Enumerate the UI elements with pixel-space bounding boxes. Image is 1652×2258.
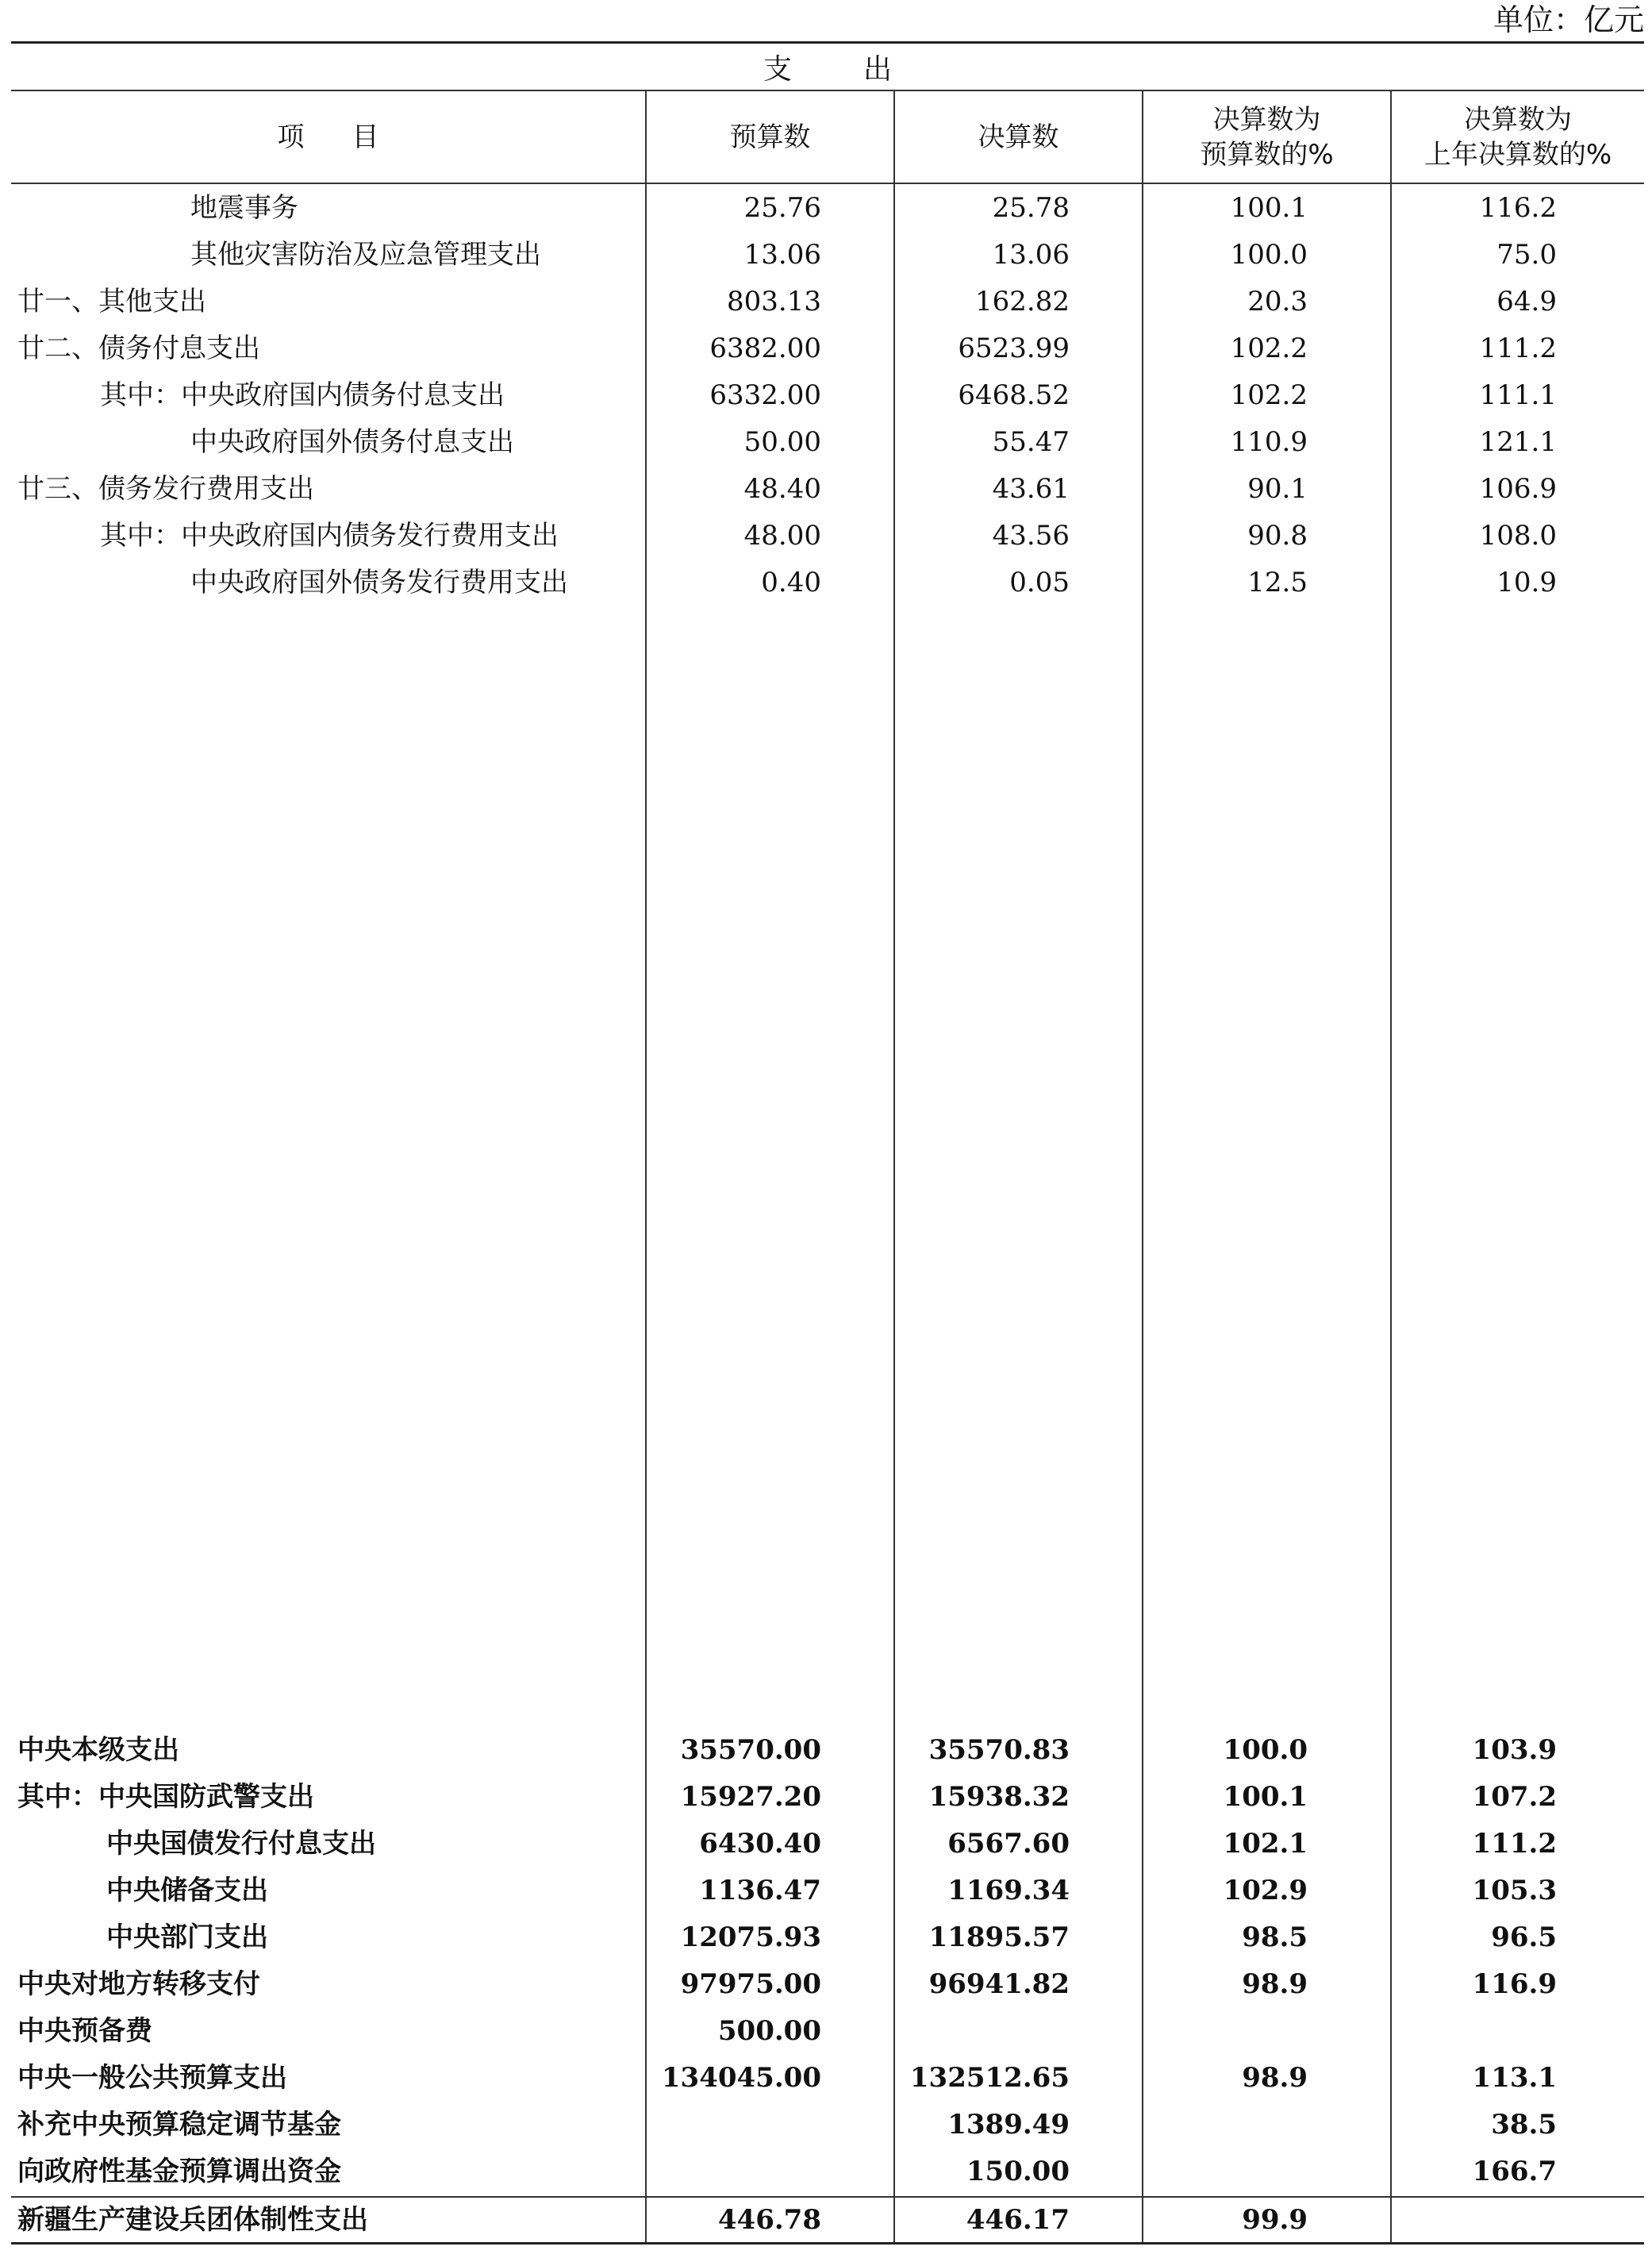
table-row [11,372,1644,419]
row-label: 中央部门支出 [106,1921,268,1953]
header-item: 项目 [277,121,427,153]
cell-pct-budget: 98.9 [1242,1968,1308,2000]
cell-final: 11895.57 [928,1921,1070,1953]
table-row [11,185,1644,232]
row-label: 地震事务 [190,192,298,224]
cell-pct-prev: 103.9 [1472,1734,1557,1766]
unit-label: 单位：亿元 [1493,2,1644,37]
cell-final: 13.06 [992,239,1070,271]
table-row [11,2148,1644,2195]
header-divider [11,183,1644,184]
cell-pct-budget: 98.9 [1242,2062,1308,2094]
row-label: 廿三、债务发行费用支出 [17,473,314,505]
table-row [11,419,1644,466]
cell-budget: 500.00 [717,2015,821,2047]
cell-pct-budget: 102.9 [1223,1875,1308,1906]
header-budget: 预算数 [729,121,811,153]
row-label: 其中：中央政府国内债务付息支出 [100,379,505,411]
row-label: 新疆生产建设兵团体制性支出 [17,2204,368,2236]
row-label: 补充中央预算稳定调节基金 [17,2109,341,2141]
row-label: 其中：中央国防武警支出 [17,1781,314,1813]
table-row-last [11,2197,1644,2244]
cell-final: 1389.49 [947,2109,1070,2141]
row-label: 中央国债发行付息支出 [106,1828,376,1860]
cell-final: 6468.52 [958,379,1070,411]
cell-final: 15938.32 [928,1781,1070,1813]
cell-pct-budget: 99.9 [1242,2204,1308,2236]
cell-pct-prev: 64.9 [1496,286,1557,317]
table-row [11,513,1644,560]
row-label: 中央政府国外债务发行费用支出 [190,567,568,598]
row-label: 其他灾害防治及应急管理支出 [190,239,541,271]
header-pct-budget [1143,91,1390,183]
header-pct-prev-line2: 上年决算数的% [1423,138,1612,171]
cell-pct-budget: 12.5 [1247,567,1308,598]
table-row [11,1774,1644,1821]
row-label: 中央本级支出 [17,1734,179,1766]
table-row [11,2102,1644,2148]
cell-pct-budget: 100.0 [1230,239,1308,271]
cell-pct-prev: 75.0 [1496,239,1557,271]
cell-budget: 6430.40 [699,1828,821,1860]
cell-final: 446.17 [966,2204,1070,2236]
table-row [11,1914,1644,1961]
cell-pct-budget: 100.1 [1230,192,1308,224]
cell-pct-prev: 105.3 [1472,1875,1557,1906]
cell-final: 55.47 [992,426,1070,458]
row-label: 中央对地方转移支付 [17,1968,260,2000]
header-final: 决算数 [978,121,1059,153]
cell-final: 150.00 [966,2156,1070,2187]
row-label: 廿二、债务付息支出 [17,333,260,364]
cell-final: 6567.60 [947,1828,1070,1860]
cell-budget: 12075.93 [680,1921,821,1953]
row-label: 中央一般公共预算支出 [17,2062,287,2094]
cell-final: 162.82 [975,286,1070,317]
table-title: 支出 [763,52,963,86]
cell-pct-budget: 90.8 [1247,520,1308,552]
cell-pct-budget: 90.1 [1247,473,1308,505]
table-row [11,1727,1644,1774]
cell-pct-budget: 100.1 [1223,1781,1308,1813]
cell-pct-prev: 166.7 [1472,2156,1557,2187]
cell-budget: 803.13 [727,286,821,317]
cell-budget: 50.00 [743,426,821,458]
cell-budget: 134045.00 [661,2062,821,2094]
cell-final: 6523.99 [958,333,1070,364]
cell-final: 96941.82 [928,1968,1070,2000]
cell-budget: 48.40 [743,473,821,505]
row-label: 中央储备支出 [106,1875,268,1906]
cell-budget: 97975.00 [680,1968,821,2000]
cell-pct-prev: 106.9 [1479,473,1557,505]
cell-pct-prev: 111.2 [1472,1828,1557,1860]
table-row [11,1868,1644,1914]
cell-pct-prev: 111.1 [1479,379,1557,411]
cell-final: 1169.34 [947,1875,1070,1906]
header-pct-budget-line1: 决算数为 [1212,103,1321,136]
cell-pct-budget: 102.1 [1223,1828,1308,1860]
cell-budget: 35570.00 [680,1734,821,1766]
cell-pct-budget: 102.2 [1230,379,1308,411]
expenditure-table [11,41,1644,2245]
table-row [11,325,1644,372]
cell-budget: 6382.00 [709,333,821,364]
row-label: 中央政府国外债务付息支出 [190,426,514,458]
cell-pct-prev: 116.2 [1479,192,1557,224]
header-pct-prev-line1: 决算数为 [1464,103,1572,136]
cell-pct-prev: 96.5 [1491,1921,1557,1953]
cell-final: 0.05 [1009,567,1070,598]
cell-pct-budget: 110.9 [1230,426,1308,458]
cell-budget: 446.78 [717,2204,821,2236]
cell-pct-budget: 102.2 [1230,333,1308,364]
cell-final: 43.56 [992,520,1070,552]
table-row [11,560,1644,606]
cell-final: 25.78 [992,192,1070,224]
row-label: 廿一、其他支出 [17,286,206,317]
cell-budget: 25.76 [743,192,821,224]
row-label: 中央预备费 [17,2015,152,2047]
table-row [11,2008,1644,2055]
cell-pct-prev: 107.2 [1472,1781,1557,1813]
cell-pct-prev: 116.9 [1472,1968,1557,2000]
header-pct-prev [1392,91,1644,183]
cell-pct-prev: 10.9 [1496,567,1557,598]
table-row [11,232,1644,279]
cell-budget: 1136.47 [699,1875,821,1906]
table-row [11,2055,1644,2102]
cell-pct-prev: 38.5 [1491,2109,1557,2141]
cell-budget: 13.06 [743,239,821,271]
table-row [11,1961,1644,2008]
cell-final: 132512.65 [909,2062,1070,2094]
cell-final: 35570.83 [928,1734,1070,1766]
cell-pct-prev: 121.1 [1479,426,1557,458]
cell-pct-budget: 100.0 [1223,1734,1308,1766]
cell-budget: 0.40 [761,567,821,598]
table-row [11,279,1644,325]
cell-final: 43.61 [992,473,1070,505]
row-label: 其中：中央政府国内债务发行费用支出 [100,520,559,552]
row-label: 向政府性基金预算调出资金 [17,2156,341,2187]
table-row [11,1821,1644,1868]
cell-pct-prev: 108.0 [1479,520,1557,552]
cell-budget: 15927.20 [680,1781,821,1813]
cell-pct-budget: 98.5 [1242,1921,1308,1953]
header-pct-budget-line2: 预算数的% [1200,138,1334,171]
cell-pct-prev: 113.1 [1472,2062,1557,2094]
cell-pct-budget: 20.3 [1247,286,1308,317]
cell-budget: 48.00 [743,520,821,552]
table-row [11,466,1644,513]
cell-budget: 6332.00 [709,379,821,411]
cell-pct-prev: 111.2 [1479,333,1557,364]
